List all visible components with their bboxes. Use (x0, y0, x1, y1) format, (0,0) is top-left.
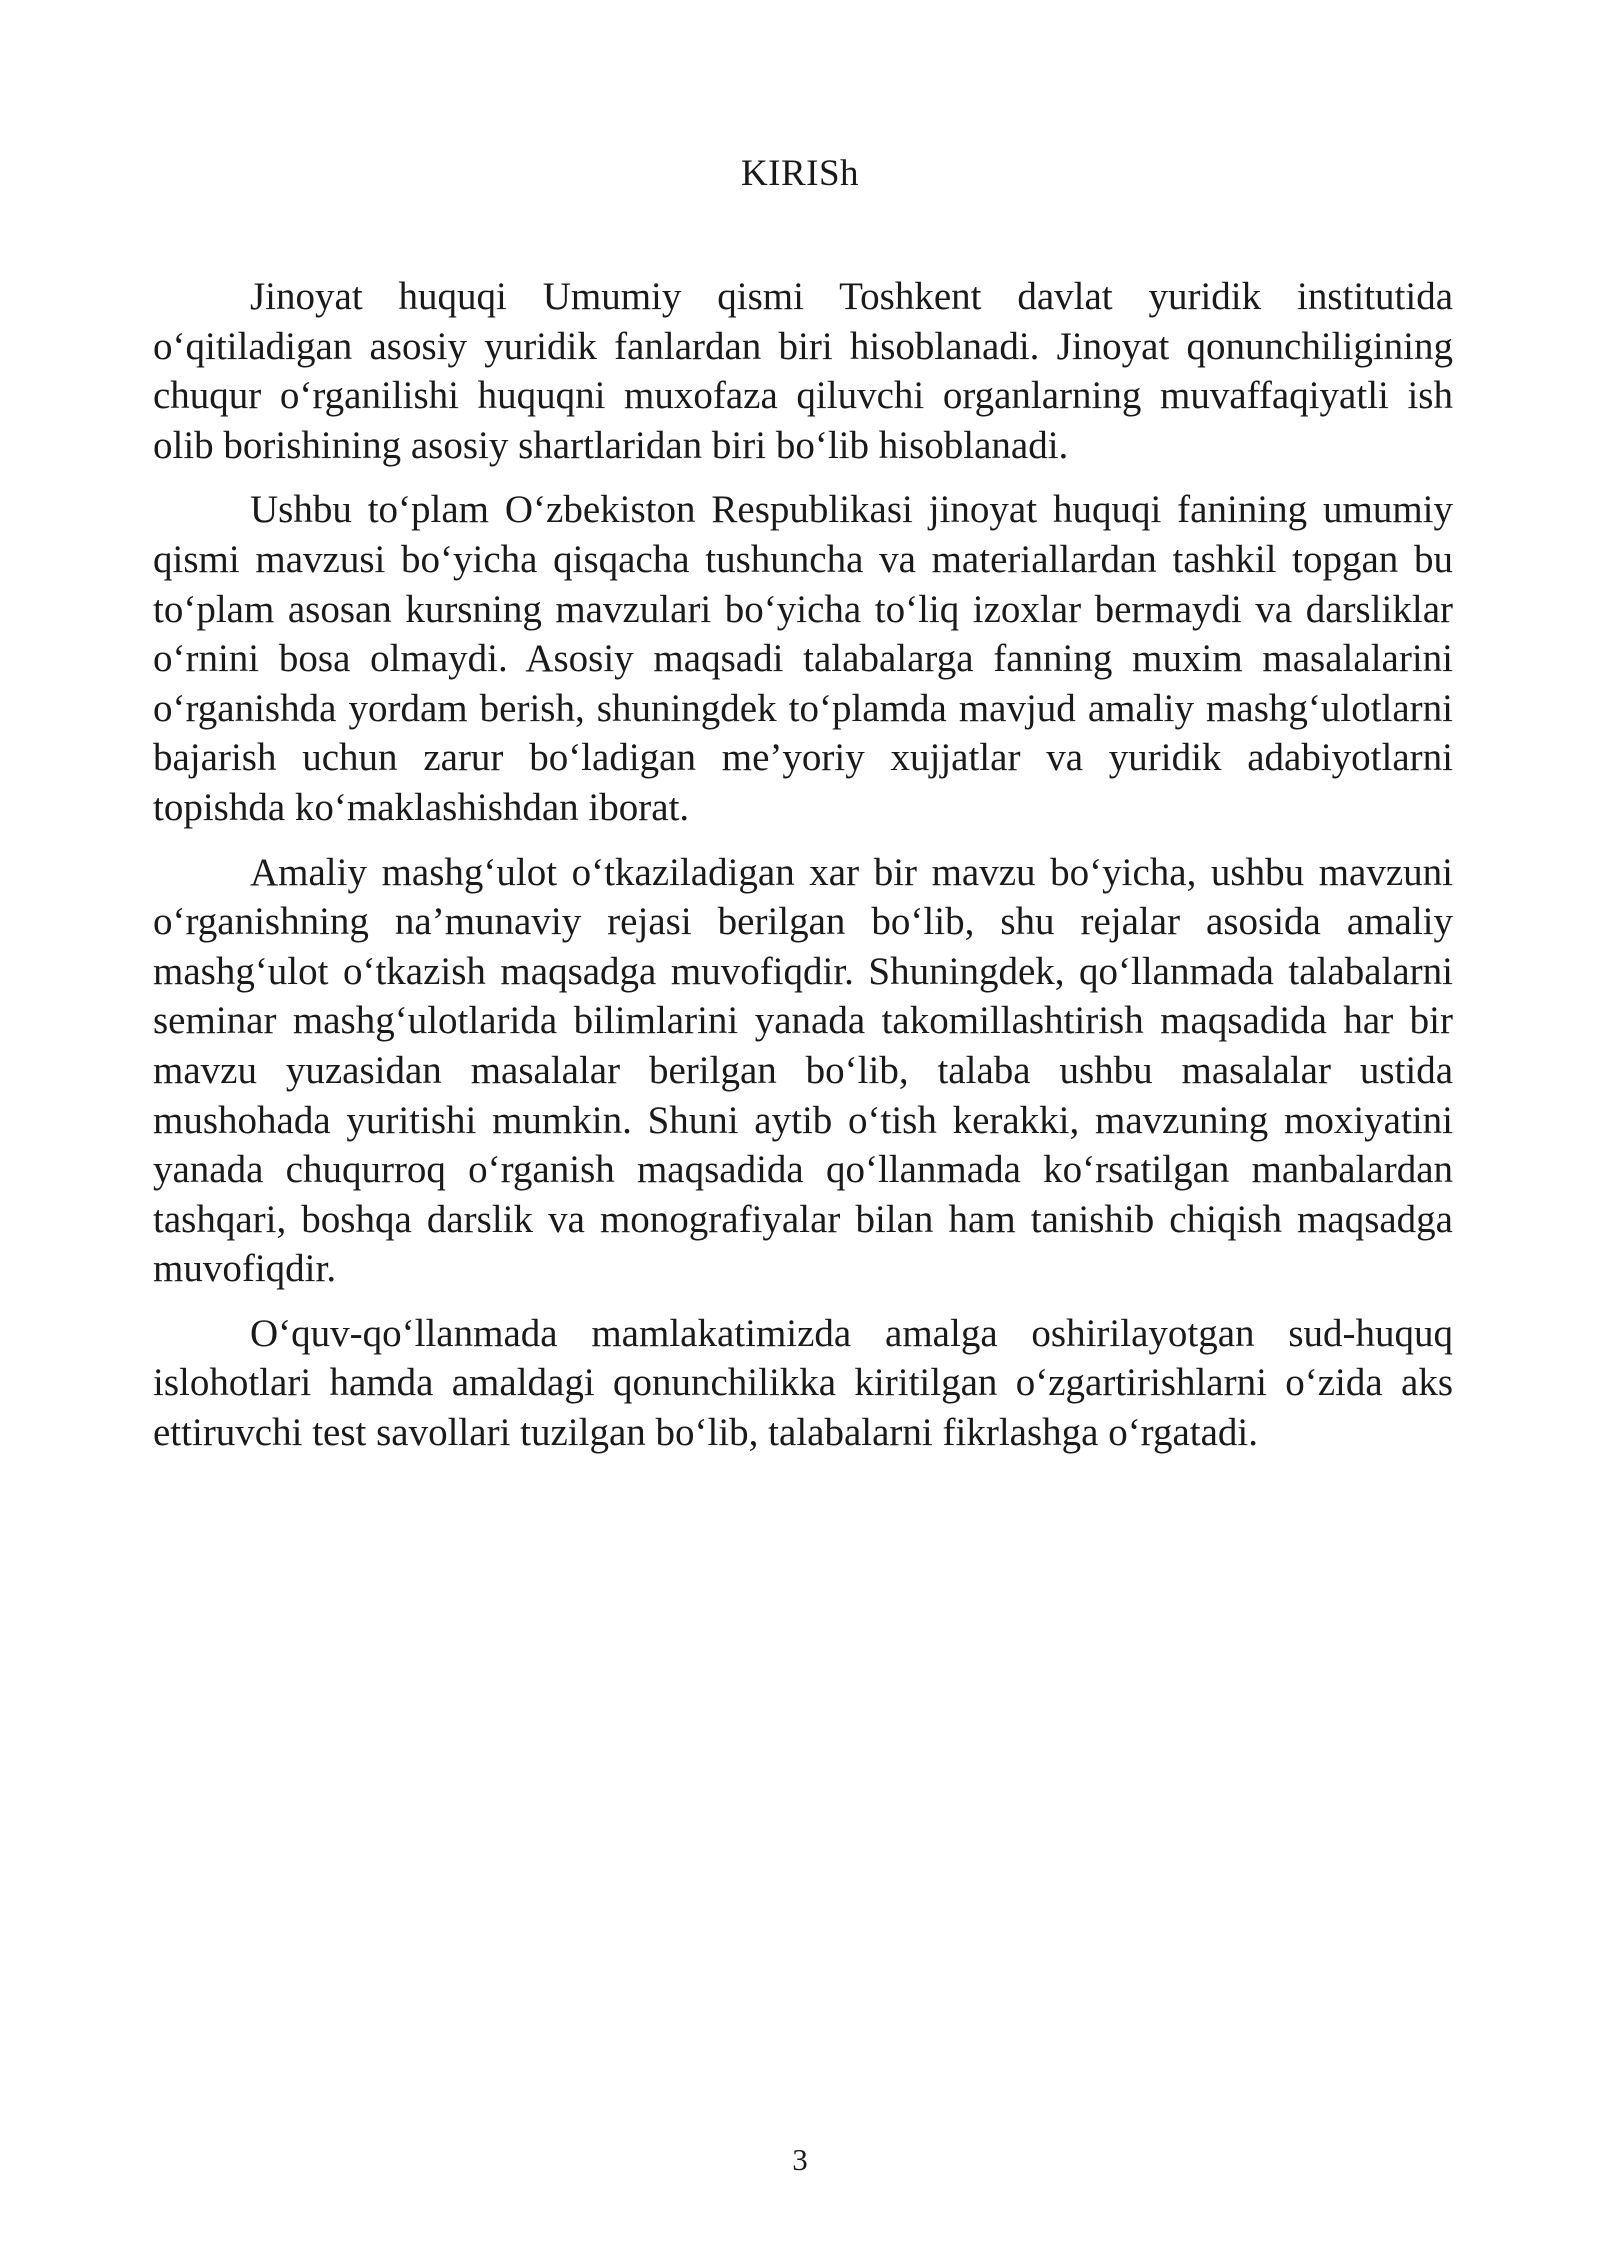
page-title: KIRISh (740, 153, 860, 194)
paragraph-2: Ushbu to‘plam O‘zbekiston Respublikasi jinoyat huquqi fanining umumiy qismi mavzusi bo‘yicha qisqacha tushuncha va materiallardan tashkil topgan bu to‘plam asosan kursning mavzulari bo‘yicha to‘liq izoxlar bermaydi va darsliklar o‘rnini bosa olmaydi. Asosiy maqsadi talabalarga fanning muxim masalalarini o‘rganishda yordam berish, shuningdek to‘plamda mavjud amaliy mashg‘ulotlarni bajarish uchun zarur bo‘ladigan me’yoriy xujjatlar va yuridik adabiyotlarni topishda ko‘maklashishdan iborat. (153, 488, 1453, 829)
body-text (153, 272, 1453, 1473)
paragraph-3: Amaliy mashg‘ulot o‘tkaziladigan xar bir mavzu bo‘yicha, ushbu mavzuni o‘rganishning na’munaviy rejasi berilgan bo‘lib, shu rejalar asosida amaliy mashg‘ulot o‘tkazish maqsadga muvofiqdir. Shuningdek, qo‘llanmada talabalarni seminar mashg‘ulotlarida bilimlarini yanada takomillashtirish maqsadida har bir mavzu yuzasidan masalalar berilgan bo‘lib, talaba ushbu masalalar ustida mushohada yuritishi mumkin. Shuni aytib o‘tish kerakki, mavzuning moxiyatini yanada chuqurroq o‘rganish maqsadida qo‘llanmada ko‘rsatilgan manbalardan tashqari, boshqa darslik va monografiyalar bilan ham tanishib chiqish maqsadga muvofiqdir. (153, 850, 1453, 1291)
paragraph-1: Jinoyat huquqi Umumiy qismi Toshkent davlat yuridik institutida o‘qitiladigan asosiy yuridik fanlardan biri hisoblanadi. Jinoyat qonunchiligining chuqur o‘rganilishi huquqni muxofaza qiluvchi organlarning muvaffaqiyatli ish olib borishining asosiy shartlaridan biri bo‘lib hisoblanadi. (153, 275, 1453, 467)
page-number: 3 (792, 2142, 808, 2177)
paragraph-4: O‘quv-qo‘llanmada mamlakatimizda amalga oshirilayotgan sud-huquq islohotlari hamda amaldagi qonunchilikka kiritilgan o‘zgartirishlarni o‘zida aks ettiruvchi test savollari tuzilgan bo‘lib, talabalarni fikrlashga o‘rgatadi. (153, 1311, 1453, 1455)
